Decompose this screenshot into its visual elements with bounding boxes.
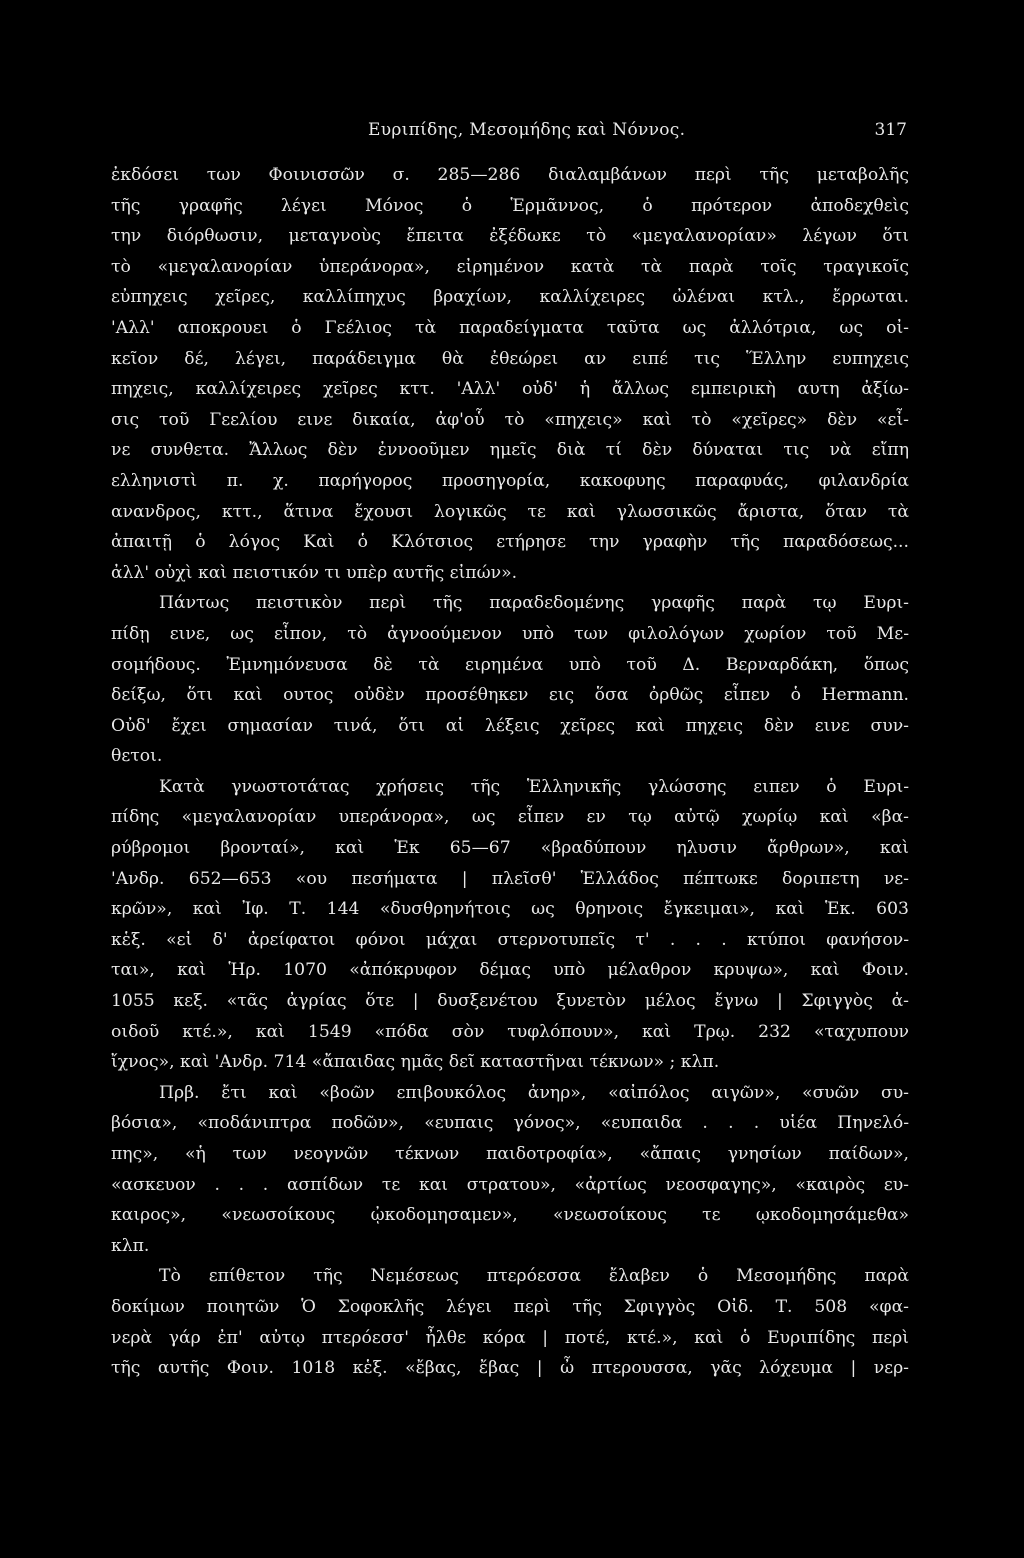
text-line: πης», «ἡ των νεογνῶν τέκνων παιδοτροφία», «ἄπαις γνησίων παίδων»,	[111, 1144, 909, 1164]
text-line: ἐκδόσει των Φοινισσῶν σ. 285—286 διαλαμβάνων περὶ τῆς μεταβολῆς	[111, 165, 909, 185]
text-line: «ασκευον . . . ασπίδων τε και στρατου», «ἀρτίως νεοσφαγης», «καιρὸς ευ-	[111, 1174, 909, 1195]
text-line: Πάντως πειστικὸν περὶ τῆς παραδεδομένης γραφῆς παρὰ τῳ Ευρι-	[159, 593, 909, 614]
text-line: νε συνθετα. Ἄλλως δὲν ἐννοοῦμεν ημεῖς διὰ τί δὲν δύναται τις νὰ εἴπη	[111, 440, 909, 461]
text-line: τῆς γραφῆς λέγει Μόνος ὁ Ἑρμᾶννος, ὁ πρότερον ἀποδεχθεὶς	[111, 195, 909, 216]
text-line: 'Ανδρ. 652—653 «ου πεσήματα | πλεῖσθ' Ἑλλάδος πέπτωκε δοριπετη νε-	[111, 868, 909, 889]
text-line: οιδοῦ κτέ.», καὶ 1549 «πόδα σὸν τυφλόπουν», καὶ Τρῳ. 232 «ταχυπουν	[111, 1021, 909, 1042]
text-line: τῆς αυτῆς Φοιν. 1018 κἑξ. «ἔβας, ἔβας | ὦ πτερουσσα, γᾶς λόχευμα | νερ-	[111, 1358, 909, 1379]
text-line: εὐπηχεις χεῖρες, καλλίπηχυς βραχίων, καλλίχειρες ὠλέναι κτλ., ἔρρωται.	[111, 287, 909, 308]
text-line: 1055 κεξ. «τᾶς ἀγρίας ὅτε | δυσξενέτου ξυνετὸν μέλος ἔγνω | Σφιγγὸς ἀ-	[111, 991, 909, 1012]
text-line: πίδης «μεγαλανορίαν υπεράνορα», ως εἶπεν εν τῳ αὐτῷ χωρίῳ καὶ «βα-	[111, 807, 909, 828]
text-line: καιρος», «νεωσοίκους ᾠκοδομησαμεν», «νεωσοίκους τε ῳκοδομησάμεθα»	[111, 1205, 909, 1226]
text-line: κεῖον δέ, λέγει, παράδειγμα θὰ ἐθεώρει αν ειπέ τις Ἕλλην ευπηχεις	[111, 348, 909, 369]
text-line: την διόρθωσιν, μεταγνοὺς ἔπειτα ἐξέδωκε τὸ «μεγαλανορίαν» λέγων ὅτι	[111, 226, 909, 247]
text-line: 'Αλλ' αποκρουει ὁ Γεέλιος τὰ παραδείγματα ταῦτα ως ἀλλότρια, ως οἰ-	[111, 317, 909, 338]
text-line: ρύβρομοι βρονταί», καὶ Ἑκ 65—67 «βραδύπουν ηλυσιν ἄρθρων», καὶ	[111, 838, 909, 859]
page-number: 317	[874, 120, 907, 140]
text-line: νερὰ γάρ ἐπ' αὐτῳ πτερόεσσ' ἦλθε κόρα | ποτέ, κτέ.», καὶ ὁ Ευριπίδης περὶ	[111, 1327, 909, 1348]
text-line: βόσια», «ποδάνιπτρα ποδῶν», «ευπαις γόνος», «ευπαιδα . . . υἱέα Πηνελό-	[111, 1113, 909, 1134]
text-line: ελληνιστὶ π. χ. παρήγορος προσηγορία, κακοφυης παραφυάς, φιλανδρία	[111, 470, 909, 491]
text-line: πηχεις, καλλίχειρες χεῖρες κττ. 'Αλλ' οὐδ' ἡ ἄλλως εμπειρικὴ αυτη ἀξίω-	[111, 379, 909, 400]
text-line: ἀπαιτῇ ὁ λόγος Καὶ ὁ Κλότσιος ετήρησε την γραφὴν τῆς παραδόσεως...	[111, 532, 909, 553]
text-line: ται», καὶ Ἡρ. 1070 «ἀπόκρυφον δέμας υπὸ μέλαθρον κρυψω», καὶ Φοιν.	[111, 960, 909, 981]
running-title: Ευριπίδης, Μεσομήδης καὶ Νόννος.	[368, 120, 686, 140]
text-line: ἀλλ' οὐχὶ καὶ πειστικόν τι υπὲρ αυτῆς εἰπών».	[111, 562, 518, 583]
text-line: πίδῃ εινε, ως εἶπον, τὸ ἀγνοούμενον υπὸ των φιλολόγων χωρίον τοῦ Με-	[111, 623, 909, 644]
text-line: τὸ «μεγαλανορίαν ὑπεράνορα», εἰρημένον κατὰ τὰ παρὰ τοῖς τραγικοῖς	[111, 256, 909, 277]
text-line: σομήδους. Ἐμνημόνευσα δὲ τὰ ειρημένα υπὸ τοῦ Δ. Βερναρδάκη, ὅπως	[111, 654, 909, 675]
text-line: σις τοῦ Γεελίου εινε δικαία, ἀφ'οὗ τὸ «πηχεις» καὶ τὸ «χεῖρες» δὲν «εἶ-	[111, 409, 909, 430]
text-line: Οὐδ' ἔχει σημασίαν τινά, ὅτι αἱ λέξεις χεῖρες καὶ πηχεις δὲν εινε συν-	[111, 715, 909, 736]
body-text	[111, 160, 909, 1384]
text-line: ἴχνος», καὶ 'Ανδρ. 714 «ἄπαιδας ημᾶς δεῖ καταστῆναι τέκνων» ; κλπ.	[111, 1052, 720, 1073]
running-header	[0, 116, 1024, 144]
text-line: κλπ.	[111, 1235, 150, 1256]
text-line: δοκίμων ποιητῶν Ὁ Σοφοκλῆς λέγει περὶ τῆς Σφιγγὸς Οἰδ. Τ. 508 «φα-	[111, 1296, 909, 1317]
text-line: ανανδρος, κττ., ἅτινα ἔχουσι λογικῶς τε καὶ γλωσσικῶς ἄριστα, ὅταν τὰ	[111, 501, 909, 522]
text-line: Τὸ επίθετον τῆς Νεμέσεως πτερόεσσα ἔλαβεν ὁ Μεσομήδης παρὰ	[159, 1266, 909, 1287]
text-line: Κατὰ γνωστοτάτας χρήσεις τῆς Ἑλληνικῆς γλώσσης ειπεν ὁ Ευρι-	[159, 776, 909, 797]
text-line: Πρβ. ἔτι καὶ «βοῶν επιβουκόλος ἀνηρ», «αἰπόλος αιγῶν», «συῶν συ-	[159, 1082, 909, 1103]
text-line: κρῶν», καὶ Ἰφ. Τ. 144 «δυσθρηνήτοις ως θρηνοις ἔγκειμαι», καὶ Ἑκ. 603	[111, 899, 909, 920]
text-line: δείξω, ὅτι καὶ ουτος οὐδὲν προσέθηκεν εις ὅσα ὀρθῶς εἶπεν ὁ Hermann.	[111, 685, 909, 706]
text-line: κἑξ. «εἰ δ' ἀρείφατοι φόνοι μάχαι στερνοτυπεῖς τ' . . . κτύποι φανήσον-	[111, 929, 909, 950]
text-line: θετοι.	[111, 746, 163, 767]
